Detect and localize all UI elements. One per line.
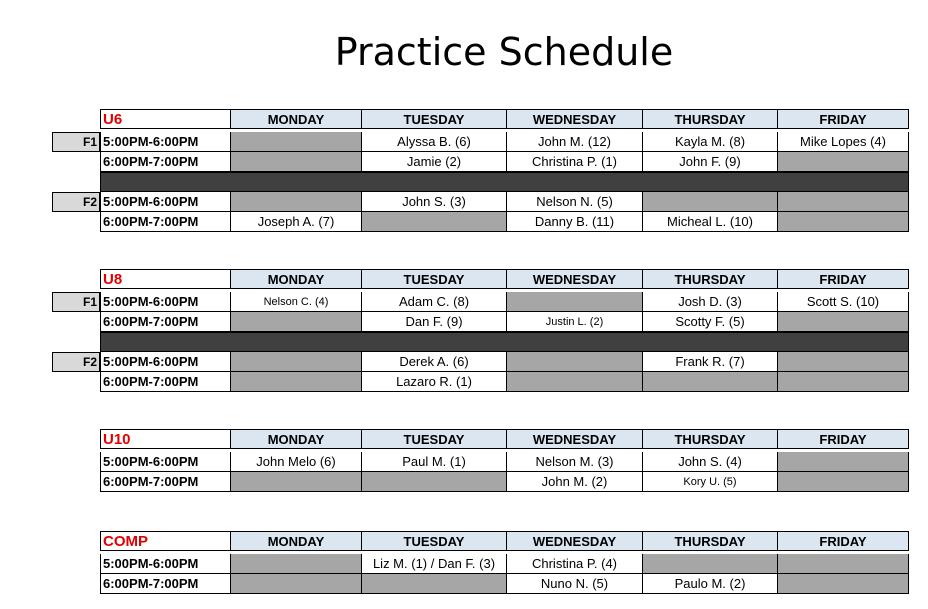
table-row: [100, 292, 909, 312]
page-title: Practice Schedule: [334, 30, 674, 74]
schedule-cell-friday: Scott S. (10): [778, 292, 909, 312]
schedule-cell-friday: [778, 212, 909, 232]
table-row: [100, 152, 909, 172]
time-slot: 6:00PM-7:00PM: [100, 312, 231, 332]
table-row: [100, 192, 909, 212]
schedule-cell-wednesday: Nelson N. (5): [507, 192, 643, 212]
schedule-cell-monday: [231, 152, 362, 172]
header-row: [100, 269, 909, 289]
schedule-cell-friday: [778, 554, 909, 574]
group-label: U8: [100, 269, 231, 289]
schedule-cell-monday: [231, 192, 362, 212]
schedule-cell-wednesday: John M. (2): [507, 472, 643, 492]
schedule-cell-friday: [778, 152, 909, 172]
schedule-cell-monday: Joseph A. (7): [231, 212, 362, 232]
day-header-monday: MONDAY: [231, 429, 362, 449]
schedule-cell-friday: [778, 472, 909, 492]
schedule-cell-tuesday: Alyssa B. (6): [362, 132, 507, 152]
schedule-cell-tuesday: John S. (3): [362, 192, 507, 212]
day-header-friday: FRIDAY: [778, 531, 909, 551]
day-header-tuesday: TUESDAY: [362, 429, 507, 449]
schedule-cell-monday: [231, 372, 362, 392]
table-row: [100, 212, 909, 232]
day-header-thursday: THURSDAY: [643, 269, 778, 289]
schedule-cell-wednesday: Justin L. (2): [507, 312, 643, 332]
day-header-wednesday: WEDNESDAY: [507, 109, 643, 129]
day-header-wednesday: WEDNESDAY: [507, 269, 643, 289]
schedule-cell-tuesday: Dan F. (9): [362, 312, 507, 332]
time-slot: 6:00PM-7:00PM: [100, 574, 231, 594]
schedule-cell-monday: [231, 554, 362, 574]
schedule-cell-thursday: Josh D. (3): [643, 292, 778, 312]
field-separator: [100, 332, 909, 352]
schedule-cell-wednesday: Nelson M. (3): [507, 452, 643, 472]
schedule-cell-tuesday: [362, 472, 507, 492]
time-slot: 5:00PM-6:00PM: [100, 192, 231, 212]
field-label: F2: [52, 352, 100, 372]
time-slot: 5:00PM-6:00PM: [100, 554, 231, 574]
day-header-monday: MONDAY: [231, 269, 362, 289]
time-slot: 6:00PM-7:00PM: [100, 372, 231, 392]
schedule-cell-wednesday: [507, 372, 643, 392]
group-label: U10: [100, 429, 231, 449]
schedule-cell-thursday: [643, 372, 778, 392]
field-label: F1: [52, 292, 100, 312]
day-header-friday: FRIDAY: [778, 269, 909, 289]
schedule-cell-wednesday: John M. (12): [507, 132, 643, 152]
schedule-cell-tuesday: [362, 574, 507, 594]
time-slot: 5:00PM-6:00PM: [100, 352, 231, 372]
schedule-cell-wednesday: Christina P. (4): [507, 554, 643, 574]
schedule-cell-thursday: Micheal L. (10): [643, 212, 778, 232]
table-row: [100, 554, 909, 574]
schedule-cell-tuesday: [362, 212, 507, 232]
table-row: [100, 312, 909, 332]
schedule-cell-friday: [778, 452, 909, 472]
schedule-cell-tuesday: Lazaro R. (1): [362, 372, 507, 392]
day-header-tuesday: TUESDAY: [362, 531, 507, 551]
field-separator: [100, 172, 909, 192]
schedule-cell-monday: John Melo (6): [231, 452, 362, 472]
schedule-cell-thursday: Kayla M. (8): [643, 132, 778, 152]
day-header-tuesday: TUESDAY: [362, 269, 507, 289]
schedule-cell-monday: Nelson C. (4): [231, 292, 362, 312]
schedule-cell-monday: [231, 312, 362, 332]
schedule-cell-thursday: Frank R. (7): [643, 352, 778, 372]
table-row: [100, 452, 909, 472]
time-slot: 6:00PM-7:00PM: [100, 472, 231, 492]
table-row: [100, 352, 909, 372]
table-row: [100, 574, 909, 594]
schedule-cell-wednesday: Christina P. (1): [507, 152, 643, 172]
schedule-cell-monday: [231, 574, 362, 594]
schedule-cell-thursday: John F. (9): [643, 152, 778, 172]
schedule-cell-friday: [778, 574, 909, 594]
day-header-monday: MONDAY: [231, 531, 362, 551]
schedule-cell-tuesday: Adam C. (8): [362, 292, 507, 312]
schedule-cell-tuesday: Paul M. (1): [362, 452, 507, 472]
time-slot: 6:00PM-7:00PM: [100, 152, 231, 172]
header-row: [100, 109, 909, 129]
field-label: F2: [52, 192, 100, 212]
day-header-wednesday: WEDNESDAY: [507, 429, 643, 449]
schedule-cell-thursday: [643, 192, 778, 212]
schedule-cell-thursday: Kory U. (5): [643, 472, 778, 492]
time-slot: 5:00PM-6:00PM: [100, 452, 231, 472]
schedule-cell-wednesday: [507, 292, 643, 312]
time-slot: 6:00PM-7:00PM: [100, 212, 231, 232]
day-header-wednesday: WEDNESDAY: [507, 531, 643, 551]
group-label: COMP: [100, 531, 231, 551]
schedule-cell-friday: [778, 192, 909, 212]
day-header-monday: MONDAY: [231, 109, 362, 129]
schedule-cell-wednesday: Danny B. (11): [507, 212, 643, 232]
day-header-thursday: THURSDAY: [643, 531, 778, 551]
schedule-cell-monday: [231, 352, 362, 372]
schedule-cell-thursday: John S. (4): [643, 452, 778, 472]
day-header-thursday: THURSDAY: [643, 109, 778, 129]
schedule-cell-monday: [231, 472, 362, 492]
field-label: F1: [52, 132, 100, 152]
header-row: [100, 531, 909, 551]
schedule-cell-friday: [778, 352, 909, 372]
schedule-cell-wednesday: Nuno N. (5): [507, 574, 643, 594]
day-header-thursday: THURSDAY: [643, 429, 778, 449]
table-row: [100, 372, 909, 392]
day-header-tuesday: TUESDAY: [362, 109, 507, 129]
schedule-cell-thursday: [643, 554, 778, 574]
table-row: [100, 472, 909, 492]
schedule-cell-friday: [778, 312, 909, 332]
day-header-friday: FRIDAY: [778, 429, 909, 449]
time-slot: 5:00PM-6:00PM: [100, 132, 231, 152]
schedule-cell-wednesday: [507, 352, 643, 372]
schedule-cell-friday: Mike Lopes (4): [778, 132, 909, 152]
schedule-cell-tuesday: Jamie (2): [362, 152, 507, 172]
schedule-cell-thursday: Scotty F. (5): [643, 312, 778, 332]
schedule-cell-tuesday: Liz M. (1) / Dan F. (3): [362, 554, 507, 574]
time-slot: 5:00PM-6:00PM: [100, 292, 231, 312]
group-label: U6: [100, 109, 231, 129]
schedule-cell-thursday: Paulo M. (2): [643, 574, 778, 594]
header-row: [100, 429, 909, 449]
day-header-friday: FRIDAY: [778, 109, 909, 129]
schedule-cell-monday: [231, 132, 362, 152]
table-row: [100, 132, 909, 152]
schedule-cell-friday: [778, 372, 909, 392]
schedule-cell-tuesday: Derek A. (6): [362, 352, 507, 372]
